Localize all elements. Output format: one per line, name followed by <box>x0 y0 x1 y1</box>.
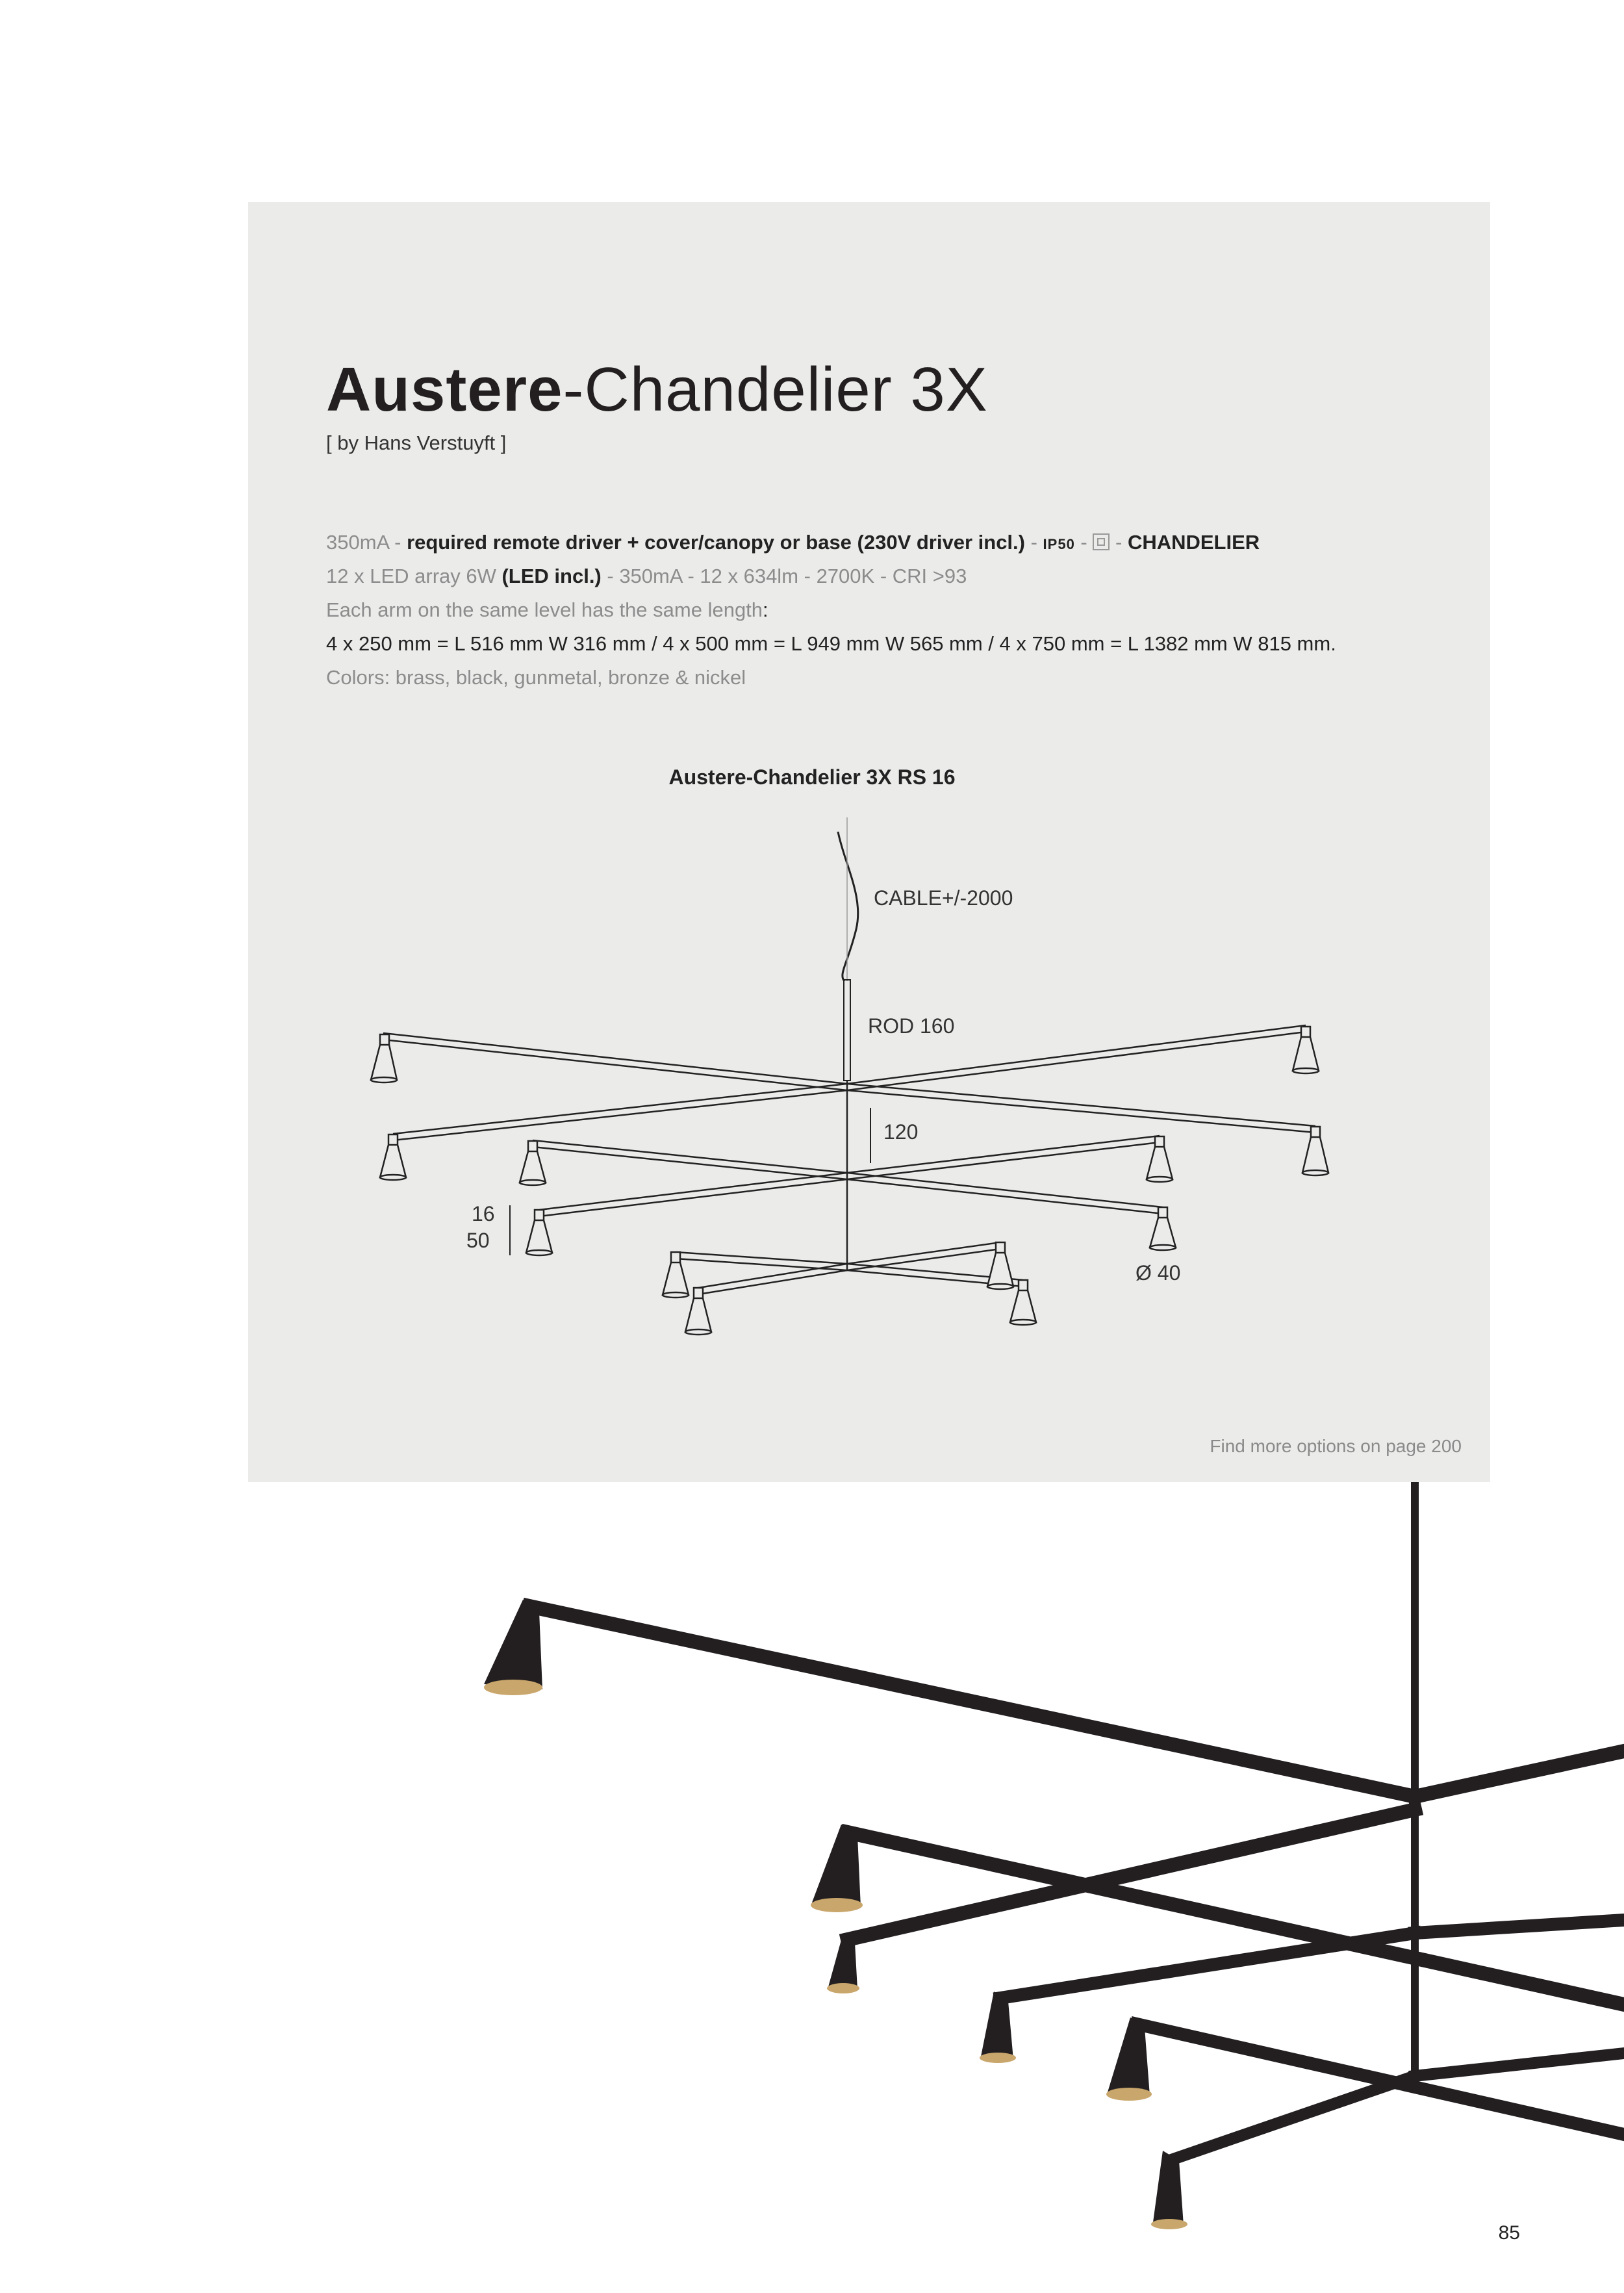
spot-10 <box>987 1242 1013 1287</box>
label-spacing: 120 <box>883 1120 919 1144</box>
spec-line-colors: Colors: brass, black, gunmetal, bronze & nickel <box>326 666 746 689</box>
label-50: 50 <box>466 1229 490 1252</box>
cable <box>838 832 858 981</box>
spot-7 <box>526 1210 552 1253</box>
diagram-title: Austere-Chandelier 3X RS 16 <box>668 765 956 789</box>
photo-spot-5 <box>1108 2018 1150 2095</box>
spec-sep: - <box>1110 531 1128 554</box>
spec-driver-note: required remote driver + cover/canopy or base (230V driver incl.) <box>407 531 1025 554</box>
product-title <box>326 351 988 429</box>
spec-line-arms <box>326 597 768 623</box>
spec-led-details: - 350mA - 12 x 634lm - 2700K - CRI >93 <box>601 565 967 587</box>
rod <box>844 980 850 1081</box>
spec-current: 350mA - <box>326 531 407 554</box>
spot-3 <box>380 1134 406 1177</box>
title-brand: Austere <box>326 355 563 424</box>
spec-led-array: 12 x LED array 6W <box>326 565 502 587</box>
label-cable: CABLE+/-2000 <box>874 886 1013 910</box>
label-16: 16 <box>472 1202 495 1225</box>
label-diameter: Ø 40 <box>1136 1261 1181 1285</box>
spec-line-dimensions: 4 x 250 mm = L 516 mm W 316 mm / 4 x 500 mm = L 949 mm W 565 mm / 4 x 750 mm = L 1382 mm W 815 mm. <box>326 632 1336 655</box>
spec-arms-note: Each arm on the same level has the same length <box>326 598 763 621</box>
photo-spot-2 <box>812 1825 861 1907</box>
technical-drawing <box>248 806 1490 1390</box>
spec-line-led <box>326 563 967 589</box>
title-model: -Chandelier 3X <box>563 355 988 424</box>
photo-spot-7 <box>1153 2151 1184 2225</box>
spec-led-incl: (LED incl.) <box>501 565 602 587</box>
ip-rating-badge: IP50 <box>1043 536 1075 552</box>
class-ii-icon <box>1093 533 1110 550</box>
spec-sep: - <box>1074 531 1093 554</box>
spot-4 <box>1302 1127 1328 1173</box>
spec-line-driver <box>326 530 1260 557</box>
spec-arms-colon: : <box>763 598 768 621</box>
page-number: 85 <box>1498 2222 1520 2244</box>
photo-spot-3 <box>828 1933 857 1990</box>
spec-type: CHANDELIER <box>1127 531 1260 554</box>
photo-spot-1 <box>484 1600 542 1689</box>
designer-byline: [ by Hans Verstuyft ] <box>326 431 507 454</box>
more-options-note: Find more options on page 200 <box>1210 1436 1462 1456</box>
spec-sep: - <box>1024 531 1043 554</box>
product-photo <box>0 1482 1624 2293</box>
label-rod: ROD 160 <box>868 1014 955 1038</box>
